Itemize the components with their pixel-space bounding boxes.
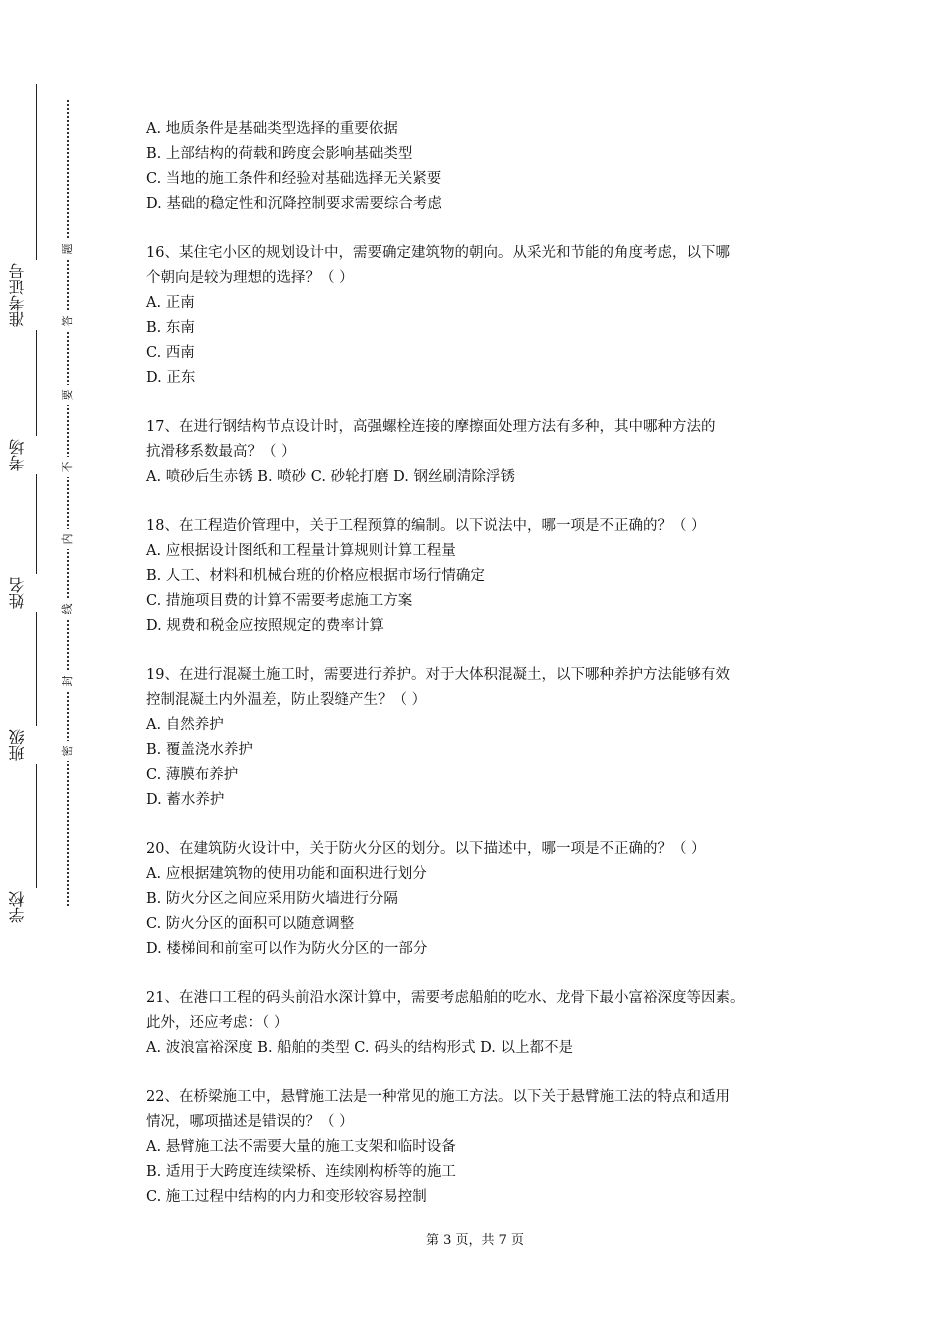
- seal-char: 不: [59, 457, 77, 477]
- field-class: 班级: [10, 726, 44, 764]
- question-stem: 17、在进行钢结构节点设计时，高强螺栓连接的摩擦面处理方法有多种，其中哪种方法的: [146, 419, 716, 435]
- question-block: [146, 415, 826, 490]
- seal-char: 封: [59, 671, 77, 691]
- question-stem: 22、在桥梁施工中，悬臂施工法是一种常见的施工方法。以下关于悬臂施工法的特点和适用: [146, 1089, 730, 1105]
- question-line: D. 楼梯间和前室可以作为防火分区的一部分: [146, 941, 428, 957]
- question-line: C. 防火分区的面积可以随意调整: [146, 916, 355, 932]
- question-line: A. 应根据设计图纸和工程量计算规则计算工程量: [146, 543, 456, 559]
- question-stem: 20、在建筑防火设计中，关于防火分区的划分。以下描述中，哪一项是不正确的？（ ）: [146, 841, 706, 857]
- field-exam-room: 考场: [10, 436, 44, 474]
- binding-dotted-line: [67, 100, 69, 906]
- seal-char: 答: [59, 311, 77, 331]
- field-name: 姓名: [10, 574, 44, 612]
- question-line: C. 薄膜布养护: [146, 767, 239, 783]
- field-school: 学校: [10, 888, 44, 926]
- question-line: 抗滑移系数最高？（ ）: [146, 444, 296, 460]
- question-block: [146, 241, 826, 391]
- question-line: C. 措施项目费的计算不需要考虑施工方案: [146, 593, 413, 609]
- question-line: D. 正东: [146, 370, 196, 386]
- seal-char: 线: [59, 599, 77, 619]
- question-block: [146, 117, 826, 217]
- question-line: D. 基础的稳定性和沉降控制要求需要综合考虑: [146, 196, 442, 212]
- question-line: B. 上部结构的荷载和跨度会影响基础类型: [146, 146, 413, 162]
- binding-solid-line: [36, 84, 37, 924]
- question-line: 个朝向是较为理想的选择？（ ）: [146, 270, 354, 286]
- question-stem: 19、在进行混凝土施工时，需要进行养护。对于大体积混凝土，以下哪种养护方法能够有效: [146, 667, 730, 683]
- question-line: B. 东南: [146, 320, 195, 336]
- question-line: A. 应根据建筑物的使用功能和面积进行划分: [146, 866, 427, 882]
- question-block: [146, 1085, 826, 1210]
- question-line: 此外，还应考虑：（ ）: [146, 1015, 289, 1031]
- question-line: C. 西南: [146, 345, 195, 361]
- question-line: A. 悬臂施工法不需要大量的施工支架和临时设备: [146, 1139, 456, 1155]
- question-line: A. 正南: [146, 295, 195, 311]
- question-line: B. 人工、材料和机械台班的价格应根据市场行情确定: [146, 568, 485, 584]
- question-stem: 16、某住宅小区的规划设计中，需要确定建筑物的朝向。从采光和节能的角度考虑，以下哪: [146, 245, 730, 261]
- seal-char: 密: [59, 741, 77, 761]
- question-line: C. 施工过程中结构的内力和变形较容易控制: [146, 1189, 427, 1205]
- question-line: 控制混凝土内外温差，防止裂缝产生？（ ）: [146, 692, 427, 708]
- question-block: [146, 514, 826, 639]
- question-line: D. 蓄水养护: [146, 792, 225, 808]
- question-line: B. 覆盖浇水养护: [146, 742, 253, 758]
- seal-char: 内: [59, 529, 77, 549]
- question-line: D. 规费和税金应按照规定的费率计算: [146, 618, 384, 634]
- binding-margin: [0, 0, 120, 1344]
- question-stem: 18、在工程造价管理中，关于工程预算的编制。以下说法中，哪一项是不正确的？（ ）: [146, 518, 706, 534]
- question-block: [146, 663, 826, 813]
- field-exam-id: 准考证号: [10, 260, 44, 330]
- question-line: C. 当地的施工条件和经验对基础选择无关紧要: [146, 171, 442, 187]
- question-line: A. 波浪富裕深度 B. 船舶的类型 C. 码头的结构形式 D. 以上都不是: [146, 1040, 574, 1056]
- question-stem: 21、在港口工程的码头前沿水深计算中，需要考虑船舶的吃水、龙骨下最小富裕深度等因素。: [146, 990, 745, 1006]
- question-line: B. 适用于大跨度连续梁桥、连续刚构桥等的施工: [146, 1164, 456, 1180]
- question-line: B. 防火分区之间应采用防火墙进行分隔: [146, 891, 398, 907]
- seal-char: 题: [59, 239, 77, 259]
- question-line: A. 地质条件是基础类型选择的重要依据: [146, 121, 398, 137]
- question-block: [146, 986, 826, 1061]
- page-number: 第 3 页，共 7 页: [425, 1233, 525, 1248]
- question-line: 情况，哪项描述是错误的？（ ）: [146, 1114, 354, 1130]
- question-list: [146, 117, 826, 1234]
- question-line: A. 喷砂后生赤锈 B. 喷砂 C. 砂轮打磨 D. 钢丝刷清除浮锈: [146, 469, 516, 485]
- seal-char: 要: [59, 385, 77, 405]
- question-block: [146, 837, 826, 962]
- question-line: A. 自然养护: [146, 717, 224, 733]
